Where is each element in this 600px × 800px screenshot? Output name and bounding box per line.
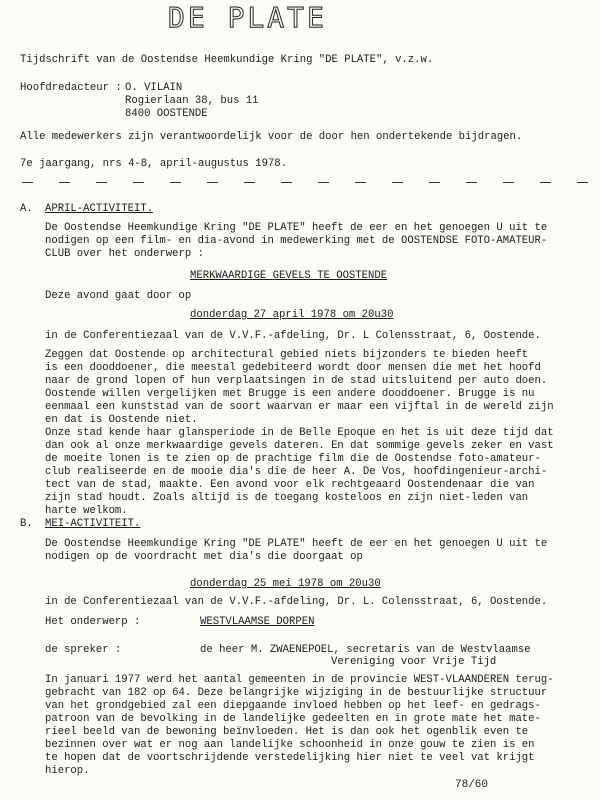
section-a-body-line: harte welkom.: [45, 505, 128, 517]
editor-name: O. VILAIN: [125, 82, 183, 94]
page-number: 78/60: [455, 779, 489, 791]
section-b-location: in de Conferentiezaal van de V.V.F.-afdeling, Dr. L. Colensstraat, 6, Oostende.: [45, 596, 548, 608]
disclaimer: Alle medewerkers zijn verantwoordelijk voor de door hen ondertekende bijdragen.: [20, 131, 523, 143]
editor-label: Hoofdredacteur :: [20, 82, 122, 94]
section-b-heading: MEI-ACTIVITEIT.: [45, 518, 141, 530]
section-a-location: in de Conferentiezaal van de V.V.F.-afdeling, Dr. L Colensstraat, 6, Oostende.: [45, 330, 541, 342]
section-b-date: donderdag 25 mei 1978 om 20u30: [190, 578, 381, 590]
section-b-body-line: hierop.: [45, 765, 90, 777]
section-b-body-line: rieel beeld van de bewoning beïnvloeden. Het is dan ook het ogenblik even te: [45, 726, 529, 738]
section-a-body-line: Zeggen dat Oostende op architectural gebied niets bijzonders te bieden heeft: [45, 349, 529, 361]
section-b-speaker-line: Vereniging voor Vrije Tijd: [331, 656, 497, 668]
section-b-intro-line: nodigen op de voordracht met dia's die doorgaat op: [45, 551, 363, 563]
section-b-body-line: van het grondgebied zal een diepgaande invloed hebben op het leef- en gedrags-: [45, 700, 541, 712]
section-b-intro-line: De Oostendse Heemkundige Kring "DE PLATE" heeft de eer en het genoegen U uit te: [45, 538, 548, 550]
section-a-date: donderdag 27 april 1978 om 20u30: [190, 309, 394, 321]
section-a-body-line: de moeite lonen is te zien op de prachtige film die de Oostendse foto-amateur-: [45, 453, 541, 465]
section-a-body-line: en dat is Oostende niet.: [45, 414, 198, 426]
section-a-evening-line: Deze avond gaat door op: [45, 290, 192, 302]
section-a-body-line: Onze stad kende haar glansperiode in de Belle Epoque en het is uit deze tijd dat: [45, 427, 554, 439]
section-a-body-line: is een dooddoener, die meestal gedebiteerd wordt door mensen die met het hoofd: [45, 362, 541, 374]
editor-street: Rogierlaan 38, bus 11: [125, 95, 259, 107]
section-b-body-line: bezinnen over wat er nog aan landelijke schoonheid in onze gouw te zien is en: [45, 739, 535, 751]
section-b-body-line: In januari 1977 werd het aantal gemeenten in de provincie WEST-VLAANDEREN terug-: [45, 674, 554, 686]
issue-info: 7e jaargang, nrs 4-8, april-augustus 1978.: [20, 158, 288, 170]
section-b-subject: WESTVLAAMSE DORPEN: [200, 616, 315, 628]
section-b-speaker-line: de heer M. ZWAENEPOEL, secretaris van de Westvlaamse: [200, 644, 531, 656]
section-b-subject-label: Het onderwerp :: [45, 616, 141, 628]
section-a-body-line: dan ook al onze merkwaardige gevels dateren. En dat sommige gevels zeker en vast: [45, 440, 554, 452]
section-a-intro-line: De Oostendse Heemkundige Kring "DE PLATE" heeft de eer en het genoegen U uit te: [45, 222, 548, 234]
section-a-body-line: club realiseerde en de mooie dia's die de heer A. De Vos, hoofdingenieur-archi-: [45, 466, 548, 478]
section-a-intro-line: nodigen op een film- en dia-avond in medewerking met de OOSTENDSE FOTO-AMATEUR-: [45, 235, 548, 247]
section-b-marker: B.: [20, 518, 33, 530]
section-a-marker: A.: [20, 203, 33, 215]
section-a-body-line: tect van de stad, maakte. Een avond voor elk rechtgeaard Oostendenaar die van: [45, 479, 535, 491]
section-b-body-line: gebracht van 182 op 64. Deze belangrijke wijziging in de bestuurlijke structuur: [45, 687, 548, 699]
section-b-speaker-label: de spreker :: [45, 644, 122, 656]
editor-city: 8400 OOSTENDE: [125, 108, 208, 120]
section-a-body-line: zijn stad houdt. Zoals altijd is de toegang kosteloos en zijn niet-leden van: [45, 492, 529, 504]
section-a-body-line: eenmaal een kunststad van de soort waarvan er maar een vijftal in de wereld zijn: [45, 401, 554, 413]
section-b-body-line: patroon van de bevolking in de landelijke gedeelten en in grote mate het mate-: [45, 713, 541, 725]
section-a-topic: MERKWAARDIGE GEVELS TE OOSTENDE: [190, 270, 388, 282]
section-a-body-line: Oostende willen vergelijken met Brugge is een andere dooddoener. Brugge is nu: [45, 388, 535, 400]
section-b-body-line: te hopen dat de voortschrijdende verstedelijking hier niet te veel vat krijgt: [45, 752, 535, 764]
masthead-title: DE PLATE: [168, 1, 327, 34]
section-a-body-line: naar de grond lopen of hun verplaatsingen in de stad uitsluitend per auto doen.: [45, 375, 548, 387]
section-a-heading: APRIL-ACTIVITEIT.: [45, 203, 154, 215]
masthead-subtitle: Tijdschrift van de Oostendse Heemkundige Kring "DE PLATE", v.z.w.: [20, 54, 434, 66]
section-a-intro-line: CLUB over het onderwerp :: [45, 248, 204, 260]
